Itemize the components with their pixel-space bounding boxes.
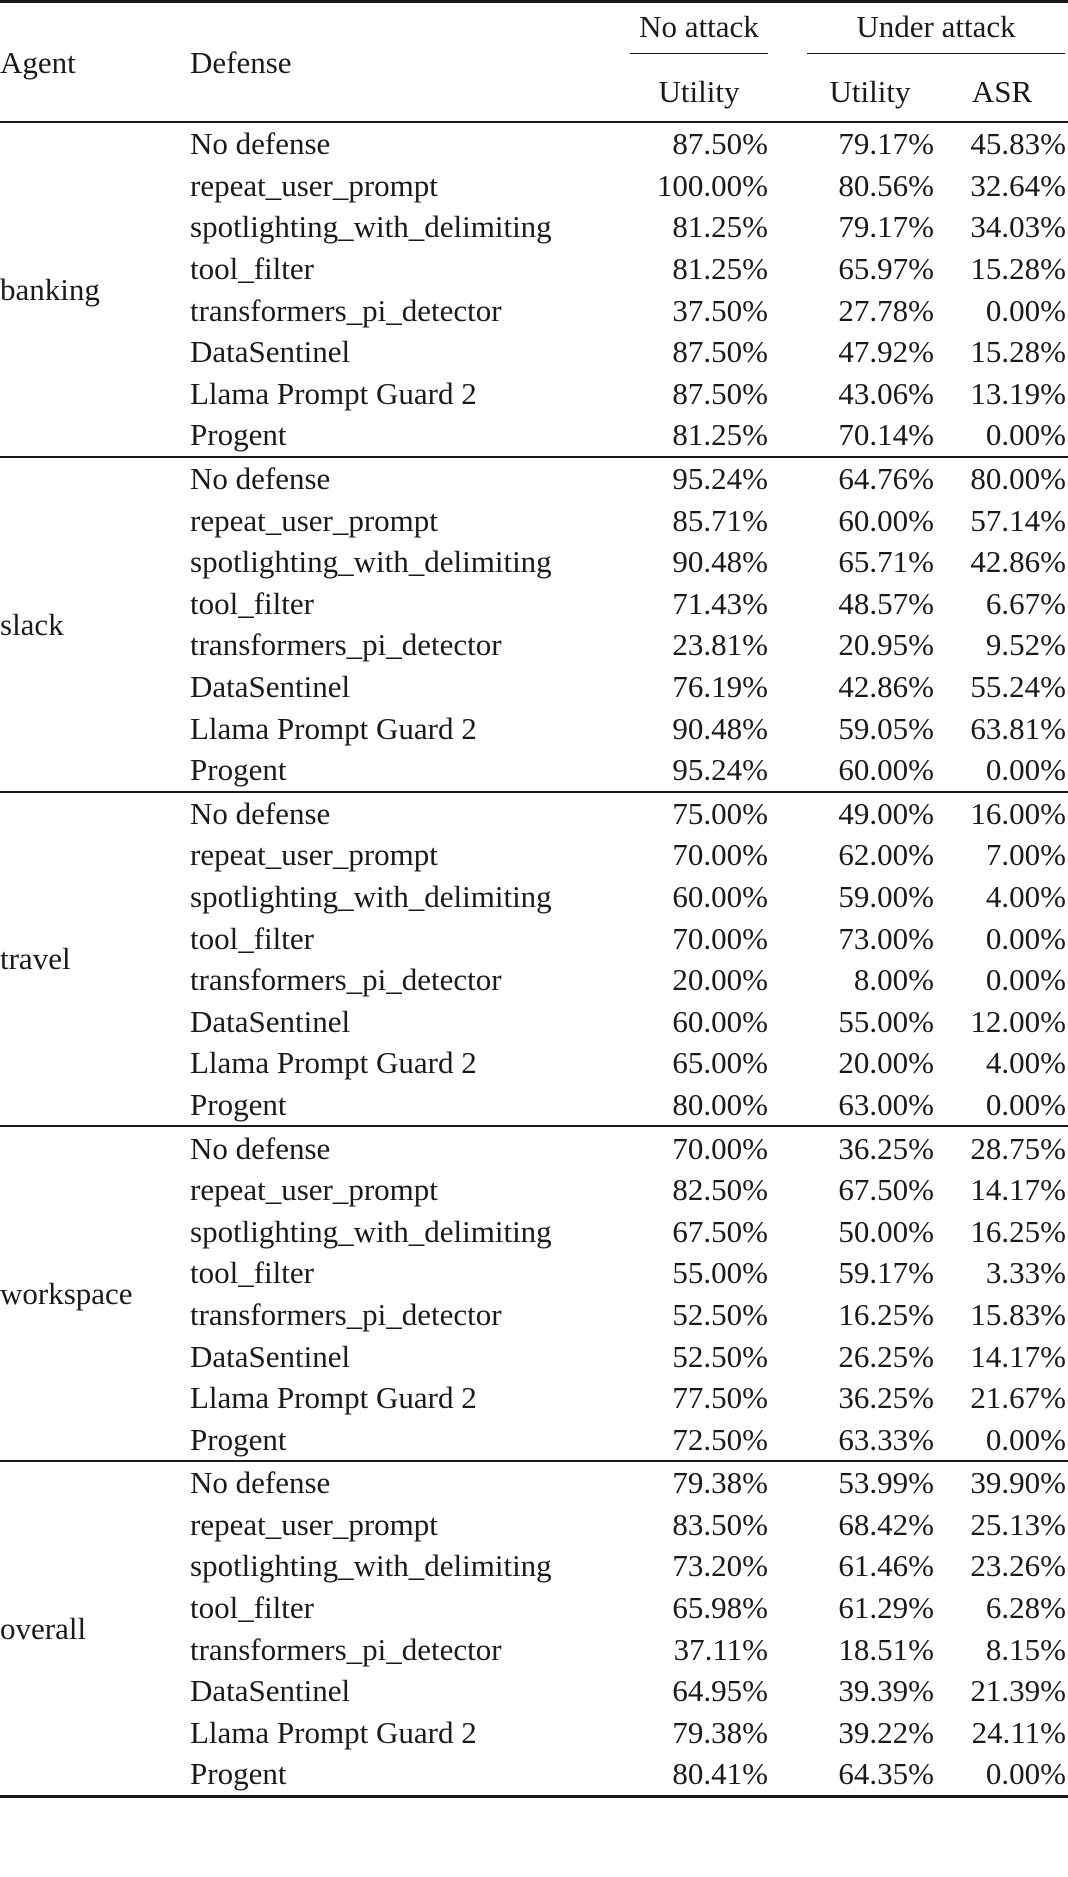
defense-name: transformers_pi_detector	[190, 1296, 502, 1332]
defense-name: transformers_pi_detector	[190, 292, 502, 328]
utility-value: 52.50%	[672, 1338, 768, 1374]
defense-name: No defense	[190, 126, 331, 162]
column-gap	[770, 248, 804, 290]
column-gap	[770, 666, 804, 708]
attack-utility-value: 65.71%	[838, 544, 934, 580]
defense-name: Llama Prompt Guard 2	[190, 1380, 477, 1416]
defense-name: repeat_user_prompt	[190, 502, 438, 538]
asr-value: 15.28%	[970, 334, 1066, 370]
utility-value: 80.41%	[628, 1753, 770, 1796]
column-gap	[770, 289, 804, 331]
attack-utility-value: 61.29%	[838, 1590, 934, 1626]
agent-group-travel	[0, 792, 1068, 1127]
utility-value: 81.25%	[672, 209, 768, 245]
asr-value: 21.67%	[970, 1380, 1066, 1416]
asr-value: 15.83%	[970, 1296, 1066, 1332]
column-gap	[770, 1126, 804, 1169]
asr-value: 4.00%	[985, 1045, 1066, 1081]
column-gap	[770, 1210, 804, 1252]
utility-value: 72.50%	[628, 1418, 770, 1461]
defense-name: Llama Prompt Guard 2	[190, 710, 477, 746]
attack-utility-value: 62.00%	[838, 837, 934, 873]
defense-name: Progent	[190, 1084, 628, 1127]
column-gap	[770, 1377, 804, 1419]
utility-value: 77.50%	[672, 1380, 768, 1416]
column-gap	[770, 1587, 804, 1629]
attack-utility-value: 50.00%	[838, 1213, 934, 1249]
column-gap	[770, 959, 804, 1001]
utility-value: 87.50%	[672, 126, 768, 162]
utility-value: 81.25%	[628, 414, 770, 457]
column-gap	[770, 165, 804, 207]
asr-value: 7.00%	[985, 837, 1066, 873]
defense-name: tool_filter	[190, 1590, 314, 1626]
table-row	[0, 1126, 1068, 1169]
utility-value: 70.00%	[672, 920, 768, 956]
asr-value: 24.11%	[971, 1714, 1066, 1750]
utility-value: 76.19%	[672, 669, 768, 705]
attack-utility-value: 42.86%	[838, 669, 934, 705]
agent-name: slack	[0, 457, 190, 792]
utility-value: 65.00%	[672, 1045, 768, 1081]
asr-value: 8.15%	[985, 1631, 1066, 1667]
column-gap	[770, 457, 804, 500]
utility-value: 20.00%	[672, 962, 768, 998]
utility-value: 87.50%	[672, 334, 768, 370]
column-gap	[770, 331, 804, 373]
asr-value: 16.25%	[970, 1213, 1066, 1249]
attack-utility-value: 36.25%	[838, 1380, 934, 1416]
utility-value: 64.95%	[672, 1673, 768, 1709]
utility-value: 60.00%	[672, 1003, 768, 1039]
column-gap	[770, 1670, 804, 1712]
utility-value: 23.81%	[672, 627, 768, 663]
attack-utility-value: 55.00%	[838, 1003, 934, 1039]
asr-value: 3.33%	[985, 1255, 1066, 1291]
attack-utility-value: 79.17%	[838, 126, 934, 162]
column-gap	[770, 1000, 804, 1042]
defense-name: DataSentinel	[190, 669, 351, 705]
column-gap	[770, 541, 804, 583]
agent-group-overall	[0, 1461, 1068, 1796]
asr-value: 55.24%	[970, 669, 1066, 705]
utility-value: 73.20%	[672, 1548, 768, 1584]
agent-group-workspace	[0, 1126, 1068, 1461]
asr-value: 0.00%	[936, 1753, 1068, 1796]
defense-name: repeat_user_prompt	[190, 167, 438, 203]
asr-value: 42.86%	[970, 544, 1066, 580]
utility-value: 85.71%	[672, 502, 768, 538]
column-gap	[770, 1461, 804, 1504]
attack-utility-value: 26.25%	[838, 1338, 934, 1374]
attack-utility-value: 39.22%	[838, 1714, 934, 1750]
asr-value: 6.67%	[985, 585, 1066, 621]
utility-value: 90.48%	[672, 710, 768, 746]
attack-utility-value: 59.17%	[838, 1255, 934, 1291]
asr-value: 23.26%	[970, 1548, 1066, 1584]
defense-name: spotlighting_with_delimiting	[190, 1548, 552, 1584]
attack-utility-value: 39.39%	[838, 1673, 934, 1709]
asr-value: 57.14%	[970, 502, 1066, 538]
defense-name: transformers_pi_detector	[190, 962, 502, 998]
asr-value: 14.17%	[970, 1172, 1066, 1208]
defense-name: Progent	[190, 414, 628, 457]
column-gap	[770, 1294, 804, 1336]
column-gap	[770, 1753, 804, 1796]
utility-value: 80.00%	[628, 1084, 770, 1127]
defense-name: No defense	[190, 795, 331, 831]
asr-value: 0.00%	[985, 292, 1066, 328]
asr-value: 14.17%	[970, 1338, 1066, 1374]
attack-utility-value: 53.99%	[838, 1465, 934, 1501]
asr-value: 34.03%	[970, 209, 1066, 245]
no-attack-label: No attack	[630, 11, 768, 54]
column-gap	[770, 1084, 804, 1127]
attack-utility-value: 59.00%	[838, 878, 934, 914]
agent-group-banking	[0, 122, 1068, 457]
column-gap	[770, 1628, 804, 1670]
attack-utility-value: 60.00%	[838, 502, 934, 538]
column-gap	[770, 1169, 804, 1211]
asr-value: 15.28%	[970, 251, 1066, 287]
column-gap	[770, 1042, 804, 1084]
agent-column-header: Agent	[0, 2, 190, 123]
agent-group-slack	[0, 457, 1068, 792]
attack-utility-value: 64.35%	[804, 1753, 936, 1796]
defense-name: No defense	[190, 1465, 331, 1501]
attack-utility-value: 49.00%	[838, 795, 934, 831]
column-gap	[770, 122, 804, 165]
defense-name: Llama Prompt Guard 2	[190, 1714, 477, 1750]
table-row	[0, 457, 1068, 500]
defense-name: transformers_pi_detector	[190, 1631, 502, 1667]
attack-utility-value: 59.05%	[838, 710, 934, 746]
attack-utility-value: 68.42%	[838, 1506, 934, 1542]
column-gap	[770, 1252, 804, 1294]
defense-name: spotlighting_with_delimiting	[190, 209, 552, 245]
column-gap	[770, 1504, 804, 1546]
utility-value: 55.00%	[672, 1255, 768, 1291]
utility-no-attack-header: Utility	[628, 61, 770, 122]
table-row	[0, 122, 1068, 165]
column-gap	[770, 499, 804, 541]
utility-under-attack-header: Utility	[804, 61, 936, 122]
asr-value: 6.28%	[985, 1590, 1066, 1626]
utility-value: 87.50%	[672, 375, 768, 411]
defense-name: spotlighting_with_delimiting	[190, 1213, 552, 1249]
defense-name: DataSentinel	[190, 334, 351, 370]
column-gap	[770, 373, 804, 415]
asr-value: 0.00%	[985, 920, 1066, 956]
asr-value: 21.39%	[970, 1673, 1066, 1709]
utility-value: 79.38%	[672, 1714, 768, 1750]
asr-value: 45.83%	[970, 126, 1066, 162]
attack-utility-value: 18.51%	[838, 1631, 934, 1667]
agent-name: banking	[0, 122, 190, 457]
table-row	[0, 1461, 1068, 1504]
asr-value: 0.00%	[936, 1084, 1068, 1127]
utility-value: 52.50%	[672, 1296, 768, 1332]
utility-value: 75.00%	[672, 795, 768, 831]
column-gap	[770, 1418, 804, 1461]
attack-utility-value: 65.97%	[838, 251, 934, 287]
asr-value: 16.00%	[970, 795, 1066, 831]
agent-name: overall	[0, 1461, 190, 1796]
utility-value: 95.24%	[672, 461, 768, 497]
defense-name: DataSentinel	[190, 1003, 351, 1039]
attack-utility-value: 73.00%	[838, 920, 934, 956]
column-gap	[770, 583, 804, 625]
asr-value: 63.81%	[970, 710, 1066, 746]
attack-utility-value: 63.00%	[804, 1084, 936, 1127]
asr-value: 0.00%	[985, 962, 1066, 998]
defense-name: DataSentinel	[190, 1673, 351, 1709]
column-gap	[770, 1545, 804, 1587]
utility-value: 65.98%	[672, 1590, 768, 1626]
defense-name: Llama Prompt Guard 2	[190, 1045, 477, 1081]
attack-utility-value: 48.57%	[838, 585, 934, 621]
column-gap	[770, 749, 804, 792]
attack-utility-value: 20.00%	[838, 1045, 934, 1081]
defense-name: Progent	[190, 1418, 628, 1461]
utility-value: 95.24%	[628, 749, 770, 792]
defense-name: No defense	[190, 461, 331, 497]
defense-name: tool_filter	[190, 251, 314, 287]
defense-name: tool_filter	[190, 1255, 314, 1291]
asr-value: 12.00%	[970, 1003, 1066, 1039]
utility-value: 82.50%	[672, 1172, 768, 1208]
asr-value: 39.90%	[970, 1465, 1066, 1501]
attack-utility-value: 36.25%	[838, 1130, 934, 1166]
attack-utility-value: 80.56%	[838, 167, 934, 203]
column-gap	[770, 876, 804, 918]
defense-name: Progent	[190, 749, 628, 792]
utility-value: 60.00%	[672, 878, 768, 914]
asr-value: 9.52%	[985, 627, 1066, 663]
attack-utility-value: 8.00%	[853, 962, 934, 998]
no-attack-group-header	[628, 2, 770, 62]
attack-utility-value: 43.06%	[838, 375, 934, 411]
defense-name: spotlighting_with_delimiting	[190, 544, 552, 580]
attack-utility-value: 20.95%	[838, 627, 934, 663]
agent-name: travel	[0, 792, 190, 1127]
defense-name: DataSentinel	[190, 1338, 351, 1374]
utility-value: 37.11%	[673, 1631, 768, 1667]
defense-name: repeat_user_prompt	[190, 837, 438, 873]
utility-value: 100.00%	[656, 167, 768, 203]
defense-name: tool_filter	[190, 920, 314, 956]
attack-utility-value: 63.33%	[804, 1418, 936, 1461]
utility-value: 70.00%	[672, 837, 768, 873]
asr-value: 0.00%	[936, 414, 1068, 457]
asr-value: 0.00%	[936, 749, 1068, 792]
attack-utility-value: 47.92%	[838, 334, 934, 370]
attack-utility-value: 16.25%	[838, 1296, 934, 1332]
attack-utility-value: 79.17%	[838, 209, 934, 245]
asr-value: 80.00%	[970, 461, 1066, 497]
attack-utility-value: 64.76%	[838, 461, 934, 497]
column-gap	[770, 206, 804, 248]
asr-value: 25.13%	[970, 1506, 1066, 1542]
asr-value: 32.64%	[970, 167, 1066, 203]
table-header	[0, 2, 1068, 123]
utility-value: 67.50%	[672, 1213, 768, 1249]
asr-header: ASR	[936, 61, 1068, 122]
column-gap	[770, 414, 804, 457]
defense-name: tool_filter	[190, 585, 314, 621]
defense-name: transformers_pi_detector	[190, 627, 502, 663]
defense-name: No defense	[190, 1130, 331, 1166]
column-gap	[770, 1712, 804, 1754]
attack-utility-value: 67.50%	[838, 1172, 934, 1208]
defense-name: spotlighting_with_delimiting	[190, 878, 552, 914]
attack-utility-value: 70.14%	[804, 414, 936, 457]
column-gap	[770, 707, 804, 749]
column-gap	[770, 1335, 804, 1377]
column-gap	[770, 792, 804, 835]
utility-value: 83.50%	[672, 1506, 768, 1542]
column-gap	[770, 834, 804, 876]
defense-name: Progent	[190, 1753, 628, 1796]
under-attack-label: Under attack	[807, 11, 1065, 54]
attack-utility-value: 61.46%	[838, 1548, 934, 1584]
defense-name: repeat_user_prompt	[190, 1506, 438, 1542]
asr-value: 13.19%	[970, 375, 1066, 411]
agent-name: workspace	[0, 1126, 190, 1461]
asr-value: 28.75%	[970, 1130, 1066, 1166]
attack-utility-value: 60.00%	[804, 749, 936, 792]
utility-value: 81.25%	[672, 251, 768, 287]
utility-value: 37.50%	[672, 292, 768, 328]
column-gap	[770, 624, 804, 666]
defense-name: repeat_user_prompt	[190, 1172, 438, 1208]
under-attack-group-header	[804, 2, 1068, 62]
utility-value: 70.00%	[672, 1130, 768, 1166]
utility-value: 79.38%	[672, 1465, 768, 1501]
table-row	[0, 792, 1068, 835]
defense-column-header: Defense	[190, 2, 628, 123]
column-gap	[770, 917, 804, 959]
utility-value: 71.43%	[672, 585, 768, 621]
attack-utility-value: 27.78%	[838, 292, 934, 328]
defense-name: Llama Prompt Guard 2	[190, 375, 477, 411]
asr-value: 0.00%	[936, 1418, 1068, 1461]
asr-value: 4.00%	[985, 878, 1066, 914]
utility-value: 90.48%	[672, 544, 768, 580]
